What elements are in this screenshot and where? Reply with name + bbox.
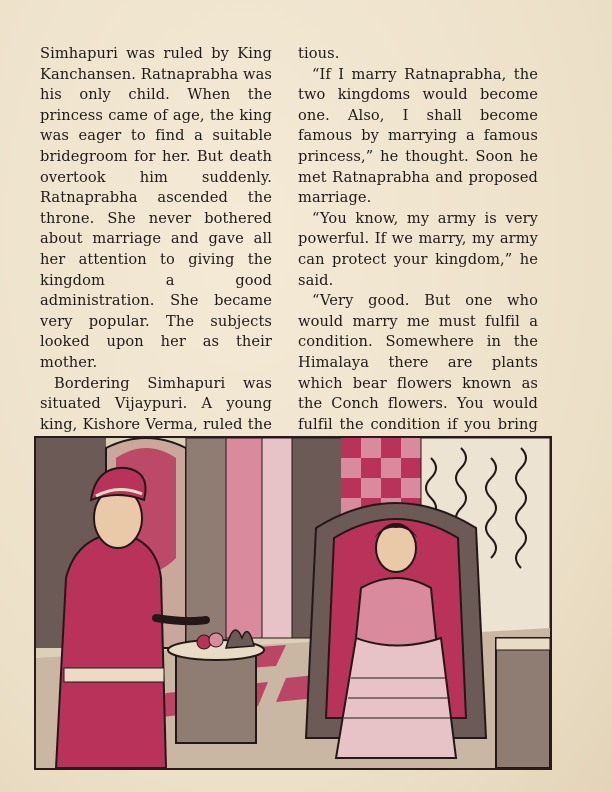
pink-pillar	[226, 438, 262, 638]
fruit-table	[168, 630, 264, 743]
king-princess-drawing	[36, 438, 550, 768]
text-column-right	[298, 44, 538, 456]
story-illustration	[34, 436, 552, 770]
paragraph: Simhapuri was ruled by King Kanchansen. Ratnaprabha was his only child. When the princess came of age, the king was eager to find a suitable bridegroom for her. But death overtook him suddenly. Ratnaprabha ascended the throne. She never bothered about marriage and gave all her attention to giving the kingdom a good administration. She became very popular. The subjects looked upon her as their mother.	[40, 45, 272, 371]
paragraph: “Very good. But one who would marry me must fulfil a condition. Somewhere in the Himalaya there are plants which bear flowers known as the Conch flowers. You would fulfil the condition if you bring	[298, 292, 538, 433]
paragraph: “You know, my army is very powerful. If we marry, my army can protect your kingdom,” he said.	[298, 209, 538, 289]
text-column-left	[40, 44, 272, 497]
paragraph: tious.	[298, 45, 340, 62]
paragraph: “If I marry Ratnaprabha, the two kingdoms would become one. Also, I shall become famous by marrying a famous princess,” he thought. Soon he met Ratnaprabha and proposed marriage.	[298, 65, 538, 207]
paragraph: Bordering Simhapuri was situated Vijaypuri. A young king, Kishore Verma, ruled the	[40, 374, 272, 433]
